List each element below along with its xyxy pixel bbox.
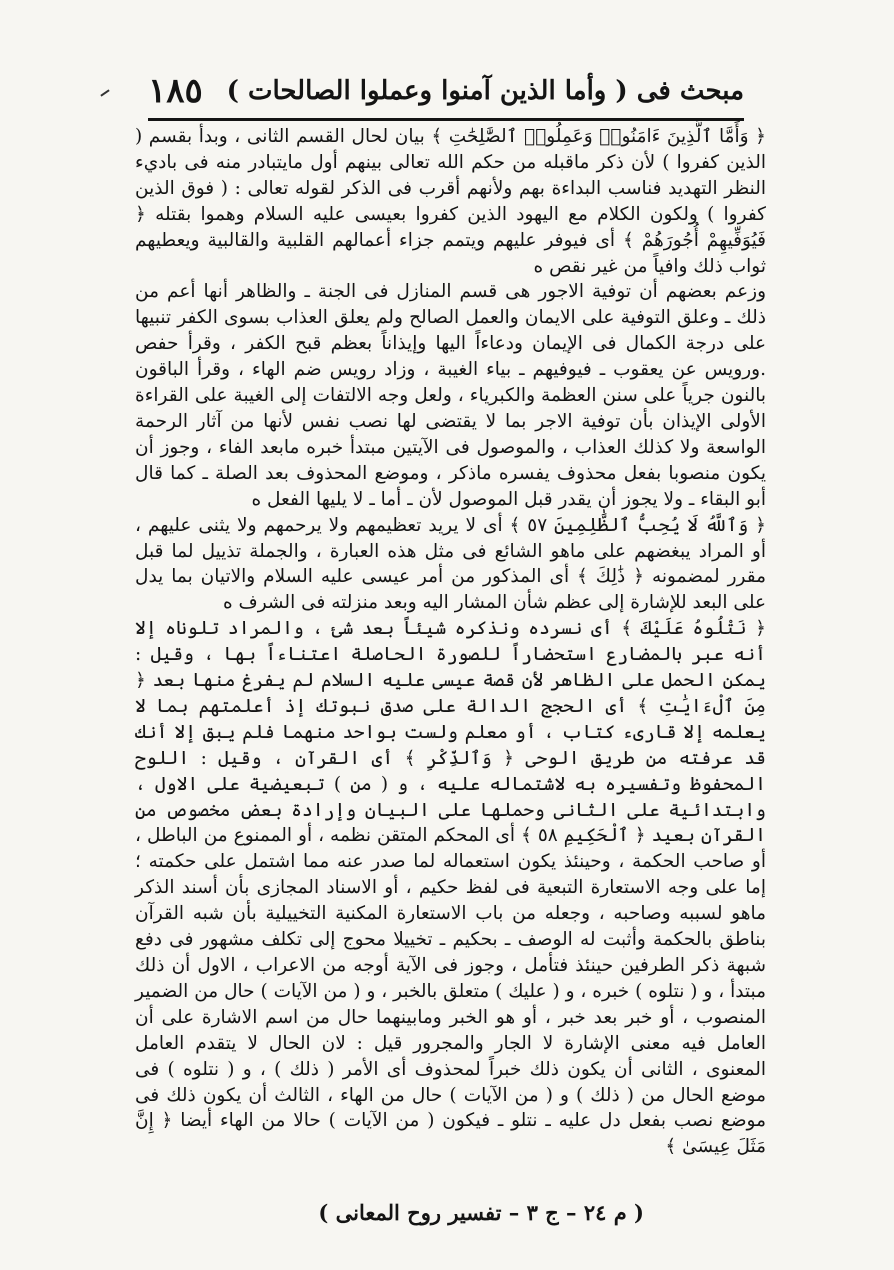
page-header <box>148 66 744 116</box>
margin-mark <box>100 89 109 96</box>
paragraph-4: ﴿ نَتْلُوهُ عَلَيْكَ ﴾ أى نسرده ونذكره شيئاً بعد شئ ، والمراد تلوناه إلا أنه عبر بالمضارع استحضاراً للصورة الحاصلة اعتناءاً بها ، وقيل : يمكن الحمل على الظاهر لأن قصة عيسى عليه السلام لم يفرغ منها بعد ﴿ مِنَ ٱلْءَايَٰتِ ﴾ أى الحجج الدالة على صدق نبوتك إذ أعلمتهم بما لا يعلمه إلا قارىء كتاب ، أو معلم ولست بواحد منهما فلم يبق إلا أنك قد عرفته من طريق الوحى ﴿ وَٱلذِّكْرِ ﴾ أى القرآن ، وقيل : اللوح المحفوظ وتفسيره به لاشتماله عليه ، و ( من ) تبعيضية على الاول ، وابتدائية على الثانى وحملها على البيان وإرادة بعض مخصوص من القرآن بعيد ﴿ ٱلْحَكِيمِ ٥٨ ﴾ أى المحكم المتقن نظمه ، أو الممنوع من الباطل ، أو صاحب الحكمة ، وحينئذ يكون استعماله لما صدر عنه مما اشتمل على حكمته ؛ إما على وجه الاستعارة التبعية فى لفظ حكيم ، أو الاسناد المجازى بأن أسند الذكر ماهو لسببه وصاحبه ، وجعله من باب الاستعارة المكنية التخييلية بأن شبه القرآن بناطق بالحكمة وأثبت له الوصف ـ بحكيم ـ تخييلا محوج إلى تكلف مشهور فى دفع شبهة ذكر الطرفين حينئذ فتأمل ، وجوز فى الآية أوجه من الاعراب ، الاول أن ذلك مبتدأ ، و ( نتلوه ) خبره ، و ( عليك ) متعلق بالخبر ، و ( من الآيات ) حال من الضمير المنصوب ، أو خبر بعد خبر ، أو هو الخبر ومابينهما حال من اسم الاشارة على أن العامل فيه معنى الإشارة لا الجار والمجرور قيل : لان الحال لا يتقدم العامل المعنوى ، الثانى أن يكون ذلك خبراً لمحذوف أى الأمر ( ذلك ) ، و ( نتلوه ) فى موضع الحال من ( ذلك ) و ( من الآيات ) حال من الهاء ، الثالث أن يكون ذلك فى موضع نصب بفعل دل عليه ـ نتلو ـ فيكون ( من الآيات ) حالا من الهاء أيضا ﴿ إِنَّ مَثَلَ عِيسَىٰ ﴾ <box>135 618 766 1158</box>
paragraph-3: ﴿ وَٱللَّهُ لَا يُحِبُّ ٱلظَّٰلِمِينَ ٥٧ ﴾ أى لا يريد تعظيمهم ولا يرحمهم ولا يثنى عليهم ، أو المراد يبغضهم على ماهو الشائع فى مثل هذه العبارة ، والجملة تذييل لما قبل مقرر لمضمونه ﴿ ذَٰلِكَ ﴾ أى المذكور من أمر عيسى عليه السلام والاتيان بما يدل على البعد للإشارة إلى عظم شأن المشار اليه وبعد منزلته فى الشرف ه <box>135 514 766 614</box>
header-rule <box>148 118 744 121</box>
paragraph-2: وزعم بعضهم أن توفية الاجور هى قسم المنازل فى الجنة ـ والظاهر أنها أعم من ذلك ـ وعلق التوفية على الايمان والعمل الصالح ولم يعلق العذاب بسوى الكفر تنبيها على درجة الكمال فى الإيمان ودعاءاً اليها وإيذاناً بعظم قبح الكفر ، وقرأ حفص .ورويس عن يعقوب ـ فيوفيهم ـ بياء الغيبة ، وزاد رويس ضم الهاء ، وقرأ الباقون بالنون جرياً على سنن العظمة والكبرياء ، ولعل وجه الالتفات إلى الغيبة على القراءة الأولى الإيذان بأن توفية الاجر بما لا يقتضى لها نصب نفس لأنها من آثار الرحمة الواسعة ولا كذلك العذاب ، والموصول فى الآيتين مبتدأ خبره مابعد الفاء ، وجوز أن يكون منصوبا بفعل محذوف يفسره ماذكر ، وموضع المحذوف بعد الصلة ـ كما قال أبو البقاء ـ ولا يجوز أن يقدر قبل الموصول لأن ـ أما ـ لا يليها الفعل ه <box>135 281 766 510</box>
page-footer: ( م ٢٤ – ج ٣ – تفسير روح المعانى ) <box>318 1200 644 1225</box>
running-title: مبحث فى ( وأما الذين آمنوا وعملوا الصالحات ) <box>226 76 744 106</box>
page-body <box>135 124 766 1160</box>
paragraph-1: ﴿ وَأَمَّا ٱلَّذِينَ ءَامَنُوا۟ وَعَمِلُوا۟ ٱلصَّٰلِحَٰتِ ﴾ بيان لحال القسم الثانى ، وبدأ بقسم ( الذين كفروا ) لأن ذكر ماقبله من حكم الله تعالى بينهم أول مايتبادر منه فى باديء النظر التهديد فناسب البداءة بهم ولأنهم أقرب فى الذكر لقوله تعالى : ( فوق الذين كفروا ) ولكون الكلام مع اليهود الذين كفروا بعيسى عليه السلام وهموا بقتله ﴿ فَيُوَفِّيهِمْ أُجُورَهُمْ ﴾ أى فيوفر عليهم ويتمم جزاء أعمالهم القلبية والقالبية ويعطيهم ثواب ذلك وافياً من غير نقص ه <box>135 126 766 277</box>
page-number: ١٨٥ <box>148 71 203 111</box>
